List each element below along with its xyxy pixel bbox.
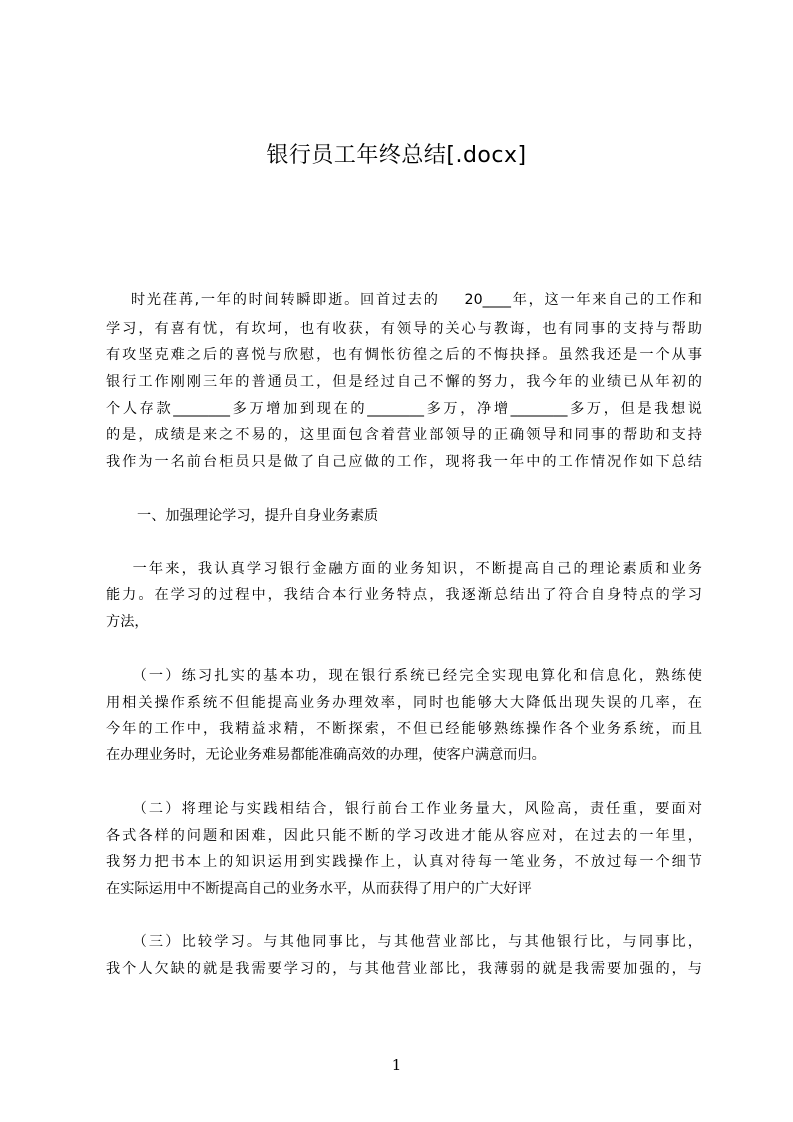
paragraph-line: 银行工作刚刚三年的普通员工，但是经过自己不懈的努力，我今年的业绩已从年初的 xyxy=(106,374,702,390)
paragraph-line: （三）比较学习。与其他同事比，与其他营业部比，与其他银行比，与同事比， xyxy=(106,934,702,950)
paragraph-line: 我个人欠缺的就是我需要学习的，与其他营业部比，我薄弱的就是我需要加强的，与 xyxy=(106,961,702,977)
paragraph-line: 的是，成绩是来之不易的，这里面包含着营业部领导的正确领导和同事的帮助和支持 xyxy=(106,427,702,443)
paragraph-line: 有攻坚克难之后的喜悦与欣慰，也有惆怅彷徨之后的不悔抉择。虽然我还是一个从事 xyxy=(106,347,702,363)
paragraph-line: 时光荏苒,一年的时间转瞬即逝。回首过去的 20____年，这一年来自己的工作和 xyxy=(106,292,702,308)
paragraph-line: 在办理业务时，无论业务难易都能准确高效的办理，使客户满意而归。 xyxy=(106,747,546,763)
paragraph-line: 方法， xyxy=(106,614,149,630)
paragraph-line: 一年来，我认真学习银行金融方面的业务知识，不断提高自己的理论素质和业务 xyxy=(106,561,702,577)
paragraph-line: 学习，有喜有忧，有坎坷，也有收获，有领导的关心与教诲，也有同事的支持与帮助 xyxy=(106,321,702,337)
paragraph-line: 个人存款________多万增加到现在的________多万，净增________多万，但是我想说 xyxy=(106,401,702,417)
section-heading: 一、加强理论学习，提升自身业务素质 xyxy=(137,508,379,524)
paragraph-line: 我努力把书本上的知识运用到实践操作上，认真对待每一笔业务，不放过每一个细节 xyxy=(106,854,702,870)
document-title: 银行员工年终总结[.docx] xyxy=(266,143,527,168)
paragraph-line: 在实际运用中不断提高自己的业务水平，从而获得了用户的广大好评 xyxy=(106,881,532,897)
paragraph-line: （一）练习扎实的基本功，现在银行系统已经完全实现电算化和信息化，熟练使 xyxy=(106,668,702,684)
paragraph-line: 用相关操作系统不但能提高业务办理效率，同时也能够大大降低出现失误的几率，在 xyxy=(106,695,702,711)
paragraph-line: （二）将理论与实践相结合，银行前台工作业务量大，风险高，责任重，要面对 xyxy=(106,801,702,817)
paragraph-line: 各式各样的问题和困难，因此只能不断的学习改进才能从容应对，在过去的一年里， xyxy=(106,828,702,844)
paragraph-line: 我作为一名前台柜员只是做了自己应做的工作，现将我一年中的工作情况作如下总结 xyxy=(106,454,702,470)
page-number: 1 xyxy=(391,1056,402,1074)
paragraph-line: 今年的工作中，我精益求精，不断探索，不但已经能够熟练操作各个业务系统，而且 xyxy=(106,721,702,737)
paragraph-line: 能力。在学习的过程中，我结合本行业务特点，我逐渐总结出了符合自身特点的学习 xyxy=(106,587,702,603)
